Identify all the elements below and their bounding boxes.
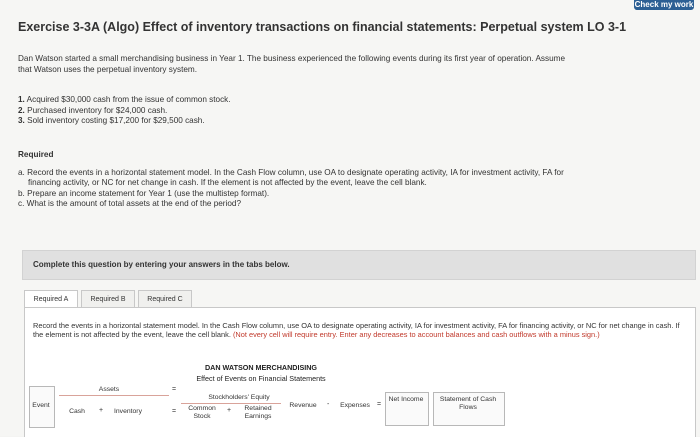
requirements-list <box>18 168 588 209</box>
minus-operator: - <box>327 401 330 408</box>
expenses-header: Expenses <box>340 402 370 409</box>
requirement-c: c. What is the amount of total assets at the end of the period? <box>18 198 242 208</box>
statement-header-grid <box>29 382 509 430</box>
instructions-main: Record the events in a horizontal statement model. In the Cash Flow column, use OA to designate operating activity, IA for investment activity, FA for financing activity, or NC for net change in cash. If the element is not affected by the event, leave the cell blank. <box>33 321 680 339</box>
net-income-header: Net Income <box>388 396 424 403</box>
tab-required-b[interactable]: Required B <box>81 290 135 309</box>
company-name: DAN WATSON MERCHANDISING <box>204 363 318 372</box>
page-title: Exercise 3-3A (Algo) Effect of inventory transactions on financial statements: Perpetual system LO 3-1 <box>18 20 627 34</box>
instructions <box>33 321 683 339</box>
assets-divider <box>59 395 169 396</box>
required-heading: Required <box>18 150 54 159</box>
cash-flows-header: Statement of Cash Flows <box>439 396 497 411</box>
complete-prompt-box <box>22 250 696 280</box>
event-item-2: 2. Purchased inventory for $24,000 cash. <box>18 105 168 115</box>
plus-operator: + <box>99 407 104 414</box>
tab-required-a[interactable]: Required A <box>24 290 78 309</box>
retained-earnings-header: Retained Earnings <box>244 405 272 420</box>
intro-text: Dan Watson started a small merchandising business in Year 1. The business experienced the following events during its first year of operation. Assume that Watson uses the perpetual inventory system. <box>18 54 566 74</box>
equity-header: Stockholders' Equity <box>208 394 270 401</box>
event-item-1: 1. Acquired $30,000 cash from the issue of common stock. <box>18 95 231 104</box>
tab-required-c[interactable]: Required C <box>138 290 192 309</box>
common-stock-header: Common Stock <box>188 405 216 420</box>
statement-subtitle: Effect of Events on Financial Statements <box>196 374 326 383</box>
requirement-b: b. Prepare an income statement for Year 1 (use the multistep format). <box>18 188 270 198</box>
cash-header: Cash <box>69 408 85 415</box>
equals-operator: = <box>172 408 177 415</box>
event-header: Event <box>32 402 50 409</box>
inventory-header: Inventory <box>114 408 142 415</box>
assets-header: Assets <box>98 386 120 393</box>
tab-panel <box>24 307 696 437</box>
check-my-work-button[interactable]: Check my work <box>634 0 694 9</box>
complete-prompt-text: Complete this question by entering your answers in the tabs below. <box>33 260 290 269</box>
requirement-a: a. Record the events in a horizontal statement model. In the Cash Flow column, use OA to designate operating activity, IA for investment activity, FA for financing activity, or NC for net change in cash. If the element is not affected by the event, leave the cell blank. <box>18 168 564 188</box>
plus-operator: + <box>227 407 232 414</box>
events-list <box>18 95 231 127</box>
equals-operator: = <box>377 401 382 408</box>
instructions-note: (Not every cell will require entry. Enter any decreases to account balances and cash outflows with a minus sign.) <box>232 330 600 339</box>
revenue-header: Revenue <box>289 402 317 409</box>
event-item-3: 3. Sold inventory costing $17,200 for $29,500 cash. <box>18 116 205 125</box>
equity-divider <box>181 403 281 404</box>
equals-operator: = <box>172 386 177 393</box>
